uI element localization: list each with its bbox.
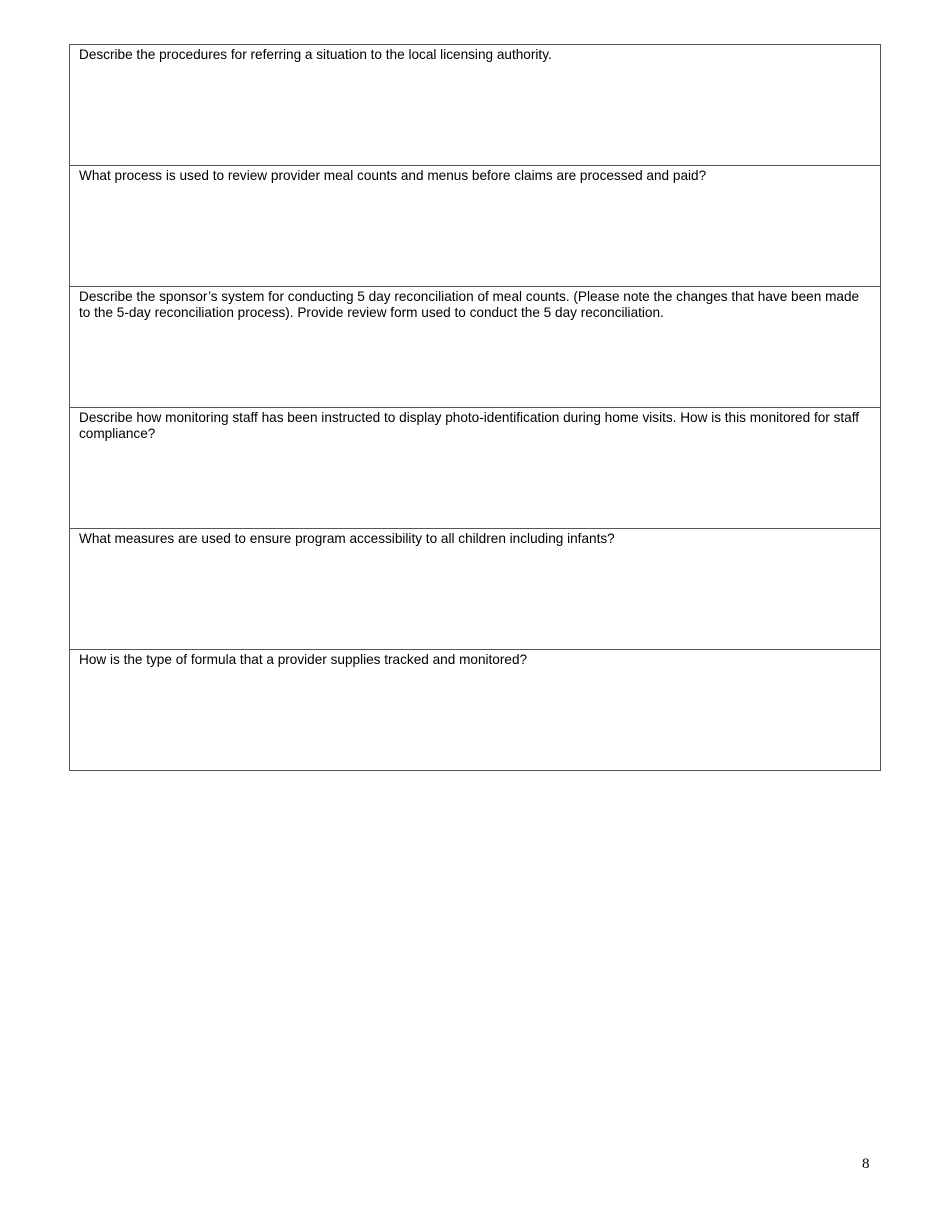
question-cell[interactable] xyxy=(70,408,881,529)
question-text: What measures are used to ensure program accessibility to all children including infants? xyxy=(79,531,615,546)
question-text: What process is used to review provider meal counts and menus before claims are processed and paid? xyxy=(79,168,707,183)
question-text: Describe how monitoring staff has been instructed to display photo-identification during home visits. How is this monitored for staff compliance? xyxy=(79,410,860,441)
question-cell[interactable] xyxy=(70,45,881,166)
question-text: How is the type of formula that a provider supplies tracked and monitored? xyxy=(79,652,528,667)
question-row-formula-tracking xyxy=(70,650,881,771)
question-row-five-day-reconciliation xyxy=(70,287,881,408)
question-text: Describe the procedures for referring a situation to the local licensing authority. xyxy=(79,47,552,62)
question-row-photo-identification xyxy=(70,408,881,529)
question-row-meal-count-review xyxy=(70,166,881,287)
question-cell[interactable] xyxy=(70,166,881,287)
question-cell[interactable] xyxy=(70,529,881,650)
question-text: Describe the sponsor’s system for conducting 5 day reconciliation of meal counts. (Please note the changes that have been made to the 5-day reconciliation process). Provide review form used to conduct the 5 day reconciliation. xyxy=(79,289,860,320)
question-table xyxy=(69,44,881,771)
question-row-program-accessibility xyxy=(70,529,881,650)
page-number: 8 xyxy=(862,1156,870,1172)
question-cell[interactable] xyxy=(70,650,881,771)
question-row-referral-procedures xyxy=(70,45,881,166)
question-cell[interactable] xyxy=(70,287,881,408)
